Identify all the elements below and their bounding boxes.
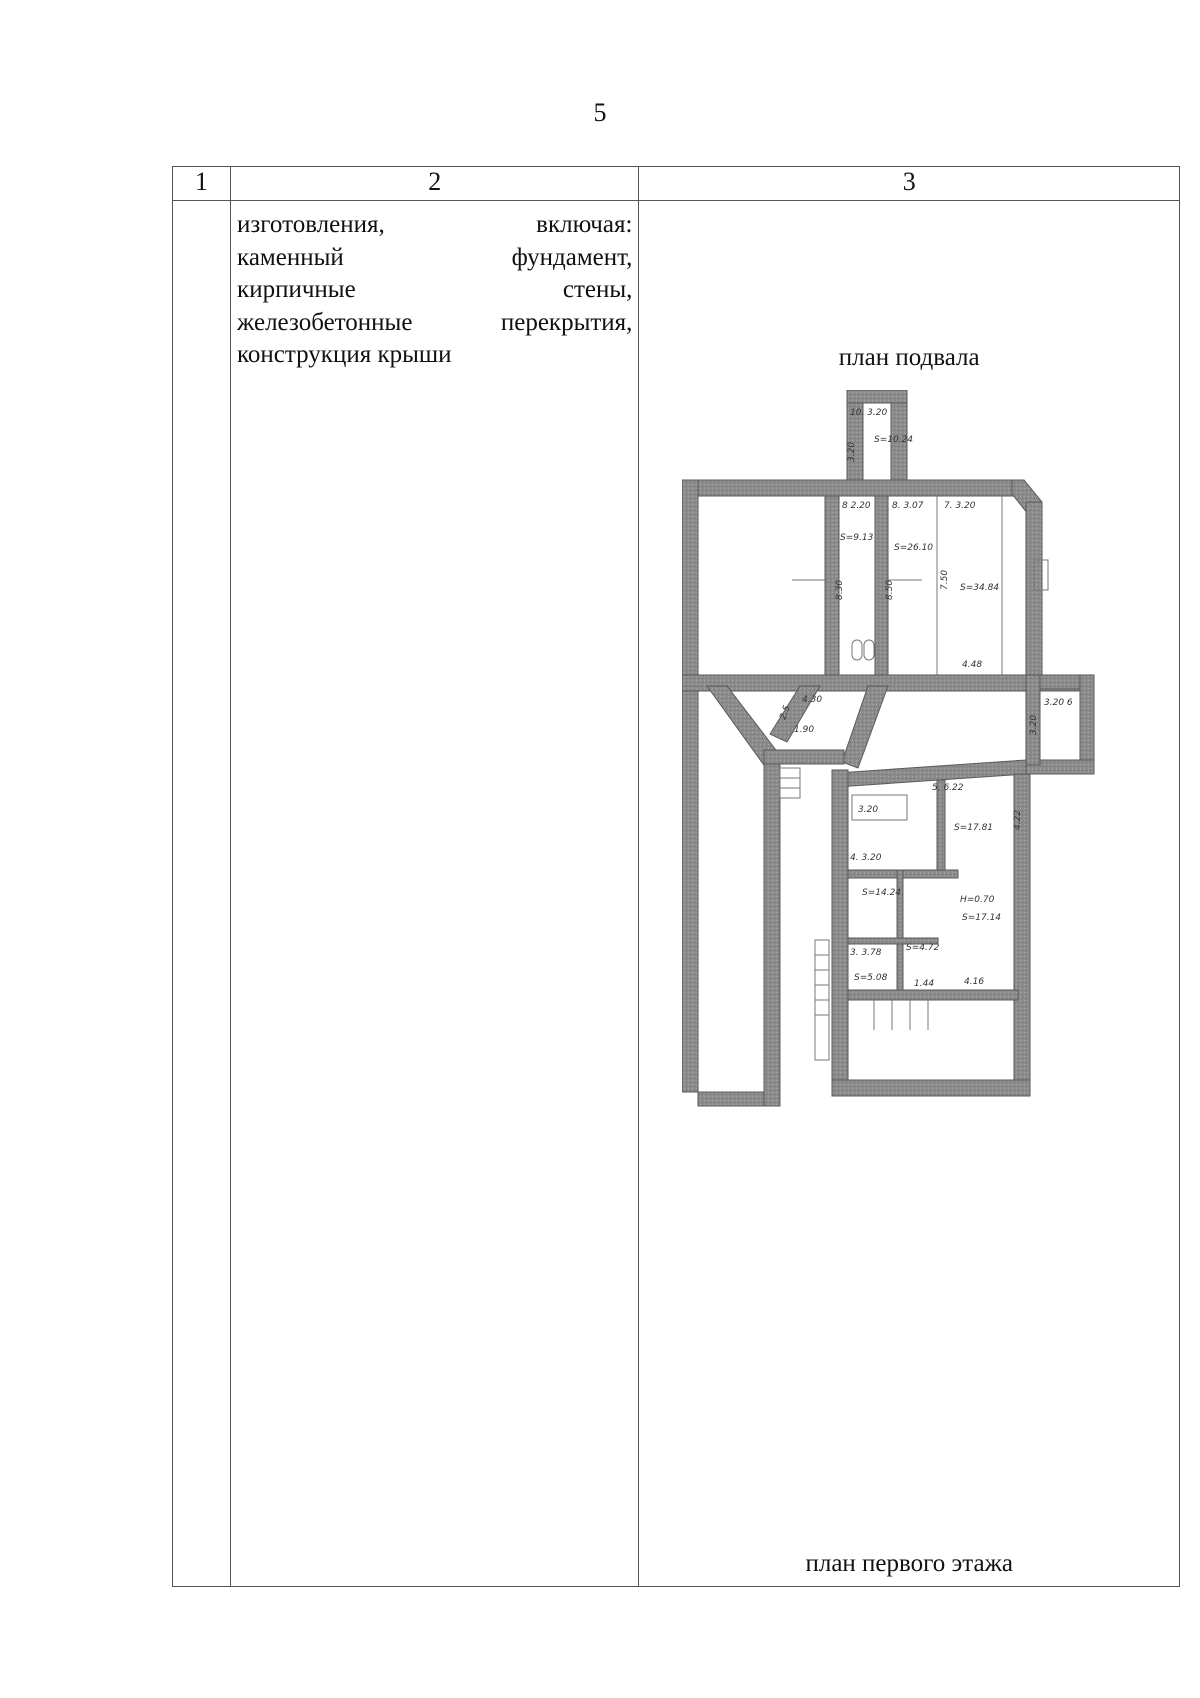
plan-label: 8.30 (835, 579, 846, 600)
plan-label: S=34.84 (960, 583, 1000, 593)
plan-label: 5. 6.22 (932, 783, 964, 793)
description-line: кирпичные стены, (237, 276, 633, 303)
plan-label: 8 2.20 (842, 501, 872, 511)
description-line: каменный фундамент, (237, 243, 633, 271)
first-floor-plan-caption: план первого этажа (805, 1550, 1013, 1577)
plan-label: S=14.24 (862, 888, 902, 898)
plan-label: 4. 3.20 (850, 853, 882, 863)
plan-label: H=0.70 (960, 895, 995, 905)
plan-label: S=4.72 (906, 943, 940, 953)
description-line: железобетонные перекрытия, (237, 308, 633, 336)
plan-label: S=17.81 (954, 823, 994, 833)
plan-label: 7.50 (940, 569, 951, 590)
plan-label: S=10.24 (874, 435, 914, 445)
plan-label: 3.20 (1029, 714, 1040, 735)
plan-label: 3.20 6 (1044, 698, 1074, 708)
plan-cell (639, 201, 1180, 1587)
plan-label: S=26.10 (894, 543, 934, 553)
description-line: конструкция крыши (237, 341, 452, 368)
header-col-2: 2 (231, 167, 639, 201)
plan-label: S=5.08 (854, 973, 888, 983)
page-number: 5 (593, 98, 607, 127)
document-table (172, 166, 1180, 1587)
plan-label: 1.44 (914, 979, 935, 989)
basement-plan-caption: план подвала (838, 344, 980, 371)
plan-label: 4.30 (802, 695, 823, 705)
description-cell (231, 201, 639, 1587)
plan-label: S=9.13 (840, 533, 874, 543)
plan-label: 4.22 (1013, 809, 1024, 830)
plan-label: 8.50 (885, 579, 896, 600)
plan-label: 10. 3.20 (850, 408, 888, 418)
plan-label: 1.90 (794, 725, 815, 735)
plan-label: 3.20 (858, 805, 879, 815)
plan-label: 4.48 (962, 660, 983, 670)
table-row (173, 201, 1180, 1587)
plan-label: 7. 3.20 (944, 501, 976, 511)
header-col-3: 3 (639, 167, 1180, 201)
row-number-cell (173, 201, 231, 1587)
plan-label: S=17.14 (962, 913, 1002, 923)
header-col-1: 1 (173, 167, 231, 201)
plan-label: 3.20 (847, 441, 858, 462)
basement-floor-plan (682, 390, 1152, 1110)
walls (682, 390, 1094, 1106)
plan-label: 2.5 (778, 704, 794, 722)
plan-label: 4.16 (964, 977, 985, 987)
plan-label: 3. 3.78 (850, 948, 882, 958)
description-line: изготовления, включая: (237, 211, 633, 238)
table-header-row (173, 167, 1180, 201)
plan-label: 8. 3.07 (892, 501, 924, 511)
